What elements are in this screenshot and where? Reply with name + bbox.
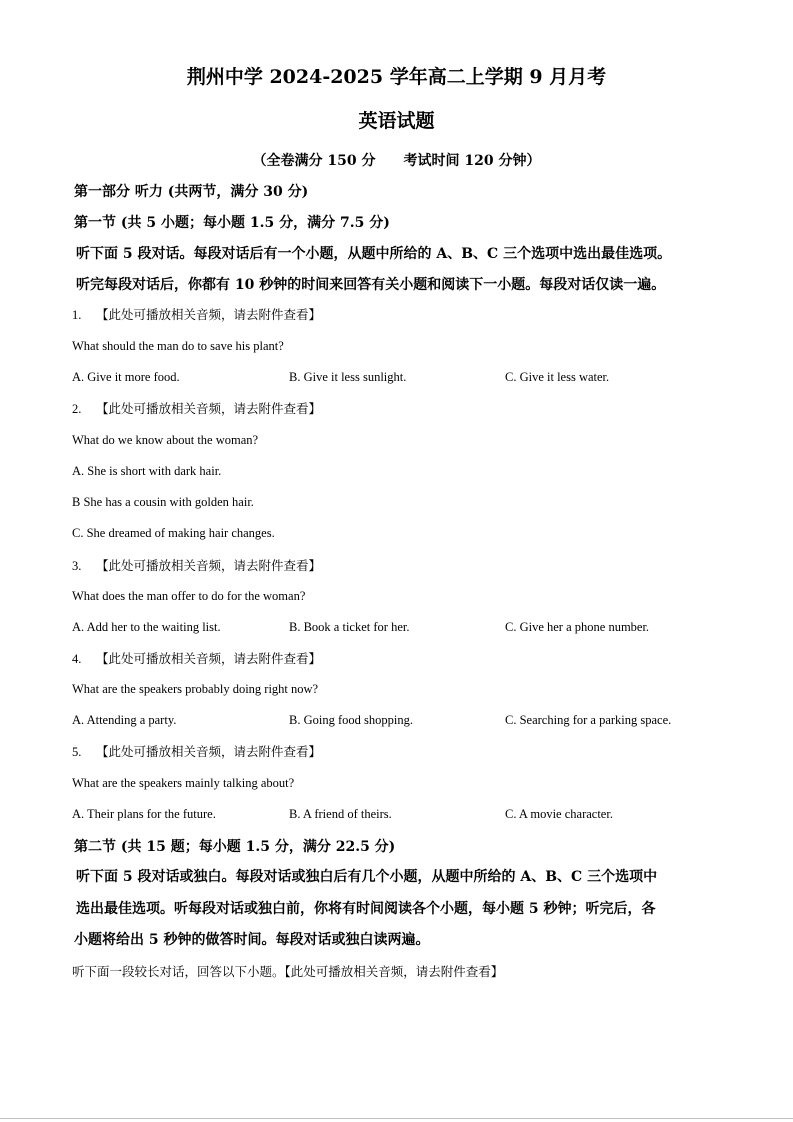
audio-note-q4 (72, 649, 321, 667)
long-dialog-note: 听下面一段较长对话，回答以下小题。【此处可播放相关音频，请去附件查看】 (72, 965, 504, 979)
audio-link[interactable]: 【此处可播放相关音频，请去附件查看】 (96, 308, 322, 322)
page-bottom-divider (0, 1118, 793, 1119)
option-c: C. A movie character. (505, 807, 613, 821)
section1-instruction-2: 听完每段对话后，你都有 10 秒钟的时间来回答有关小题和阅读下一小题。每段对话仅读一遍。 (76, 277, 666, 293)
question-number: 1. (72, 308, 82, 322)
exam-title: 荆州中学 2024-2025 学年高二上学期 9 月月考 (186, 66, 607, 88)
option-c: C. Give it less water. (505, 370, 610, 384)
option-c: C. Searching for a parking space. (505, 713, 672, 727)
option-a: A. She is short with dark hair. (72, 464, 222, 478)
section2-instruction-2: 选出最佳选项。听每段对话或独白前，你将有时间阅读各个小题，每小题 5 秒钟；听完后，各 (76, 901, 656, 917)
audio-link[interactable]: 【此处可播放相关音频，请去附件查看】 (96, 745, 322, 759)
option-c: C. Give her a phone number. (505, 620, 650, 634)
question-number: 3. (72, 559, 82, 573)
audio-note-q3 (72, 556, 321, 574)
audio-note-q5 (72, 742, 321, 760)
option-b: B She has a cousin with golden hair. (72, 495, 254, 509)
audio-note-q2 (72, 399, 321, 417)
section1-instruction-1: 听下面 5 段对话。每段对话后有一个小题，从题中所给的 A、B、C 三个选项中选出最佳选项。 (76, 246, 672, 262)
section1-heading: 第一节 (共 5 小题；每小题 1.5 分，满分 7.5 分) (74, 215, 390, 231)
question-number: 2. (72, 402, 82, 416)
option-b: B. Book a ticket for her. (289, 620, 410, 634)
question-text: What are the speakers probably doing right now? (72, 682, 319, 696)
audio-link[interactable]: 【此处可播放相关音频，请去附件查看】 (96, 652, 322, 666)
question-number: 5. (72, 745, 82, 759)
section2-instruction-3: 小题将给出 5 秒钟的做答时间。每段对话或独白读两遍。 (74, 932, 430, 948)
subject-title: 英语试题 (358, 110, 435, 132)
option-a: A. Give it more food. (72, 370, 180, 384)
option-a: A. Attending a party. (72, 713, 177, 727)
exam-info: （全卷满分 150 分 考试时间 120 分钟） (252, 153, 541, 169)
option-a: A. Add her to the waiting list. (72, 620, 221, 634)
option-b: B. Give it less sunlight. (289, 370, 407, 384)
audio-note-q1 (72, 305, 321, 323)
question-number: 4. (72, 652, 82, 666)
option-a: A. Their plans for the future. (72, 807, 216, 821)
option-c: C. She dreamed of making hair changes. (72, 526, 275, 540)
section2-instruction-1: 听下面 5 段对话或独白。每段对话或独白后有几个小题，从题中所给的 A、B、C 三个选项中 (76, 869, 658, 885)
question-text: What do we know about the woman? (72, 433, 259, 447)
audio-link[interactable]: 【此处可播放相关音频，请去附件查看】 (96, 402, 322, 416)
question-text: What are the speakers mainly talking about? (72, 776, 295, 790)
question-text: What does the man offer to do for the woman? (72, 589, 306, 603)
question-text: What should the man do to save his plant? (72, 339, 284, 353)
option-b: B. Going food shopping. (289, 713, 413, 727)
option-b: B. A friend of theirs. (289, 807, 392, 821)
section2-heading: 第二节 (共 15 题；每小题 1.5 分，满分 22.5 分) (74, 839, 396, 855)
part1-heading: 第一部分 听力 (共两节，满分 30 分) (74, 184, 309, 200)
audio-link[interactable]: 【此处可播放相关音频，请去附件查看】 (96, 559, 322, 573)
